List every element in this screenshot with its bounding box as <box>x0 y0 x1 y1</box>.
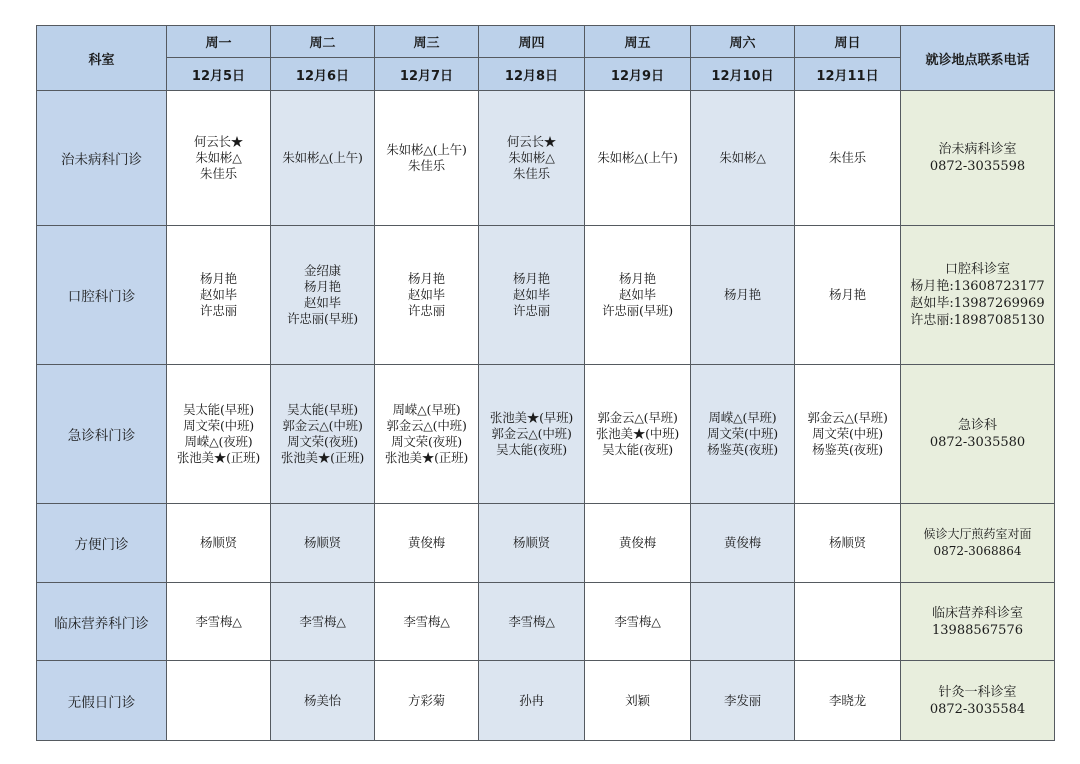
weekday-header: 周日 <box>795 26 901 58</box>
date-header: 12月5日 <box>167 58 271 91</box>
schedule-row <box>37 583 1055 661</box>
doctor-entry: 吴太能(夜班) <box>496 442 567 457</box>
contact-line: 0872-3035584 <box>929 701 1026 717</box>
header-row-weekdays <box>37 26 1055 58</box>
schedule-cell <box>585 365 691 504</box>
schedule-cell <box>375 91 479 226</box>
doctor-entry: 朱如彬△ <box>719 150 766 165</box>
contact-line: 口腔科诊室 <box>944 262 1010 277</box>
weekday-header: 周六 <box>691 26 795 58</box>
doctor-entry: 杨鉴英(夜班) <box>812 442 883 457</box>
schedule-cell <box>585 226 691 365</box>
doctor-entry: 杨月艳 <box>304 279 341 294</box>
date-header: 12月9日 <box>585 58 691 91</box>
schedule-cell <box>795 504 901 583</box>
schedule-cell <box>271 504 375 583</box>
weekday-header: 周二 <box>271 26 375 58</box>
doctor-entry: 杨美怡 <box>304 692 341 708</box>
doctor-entry: 郭金云△(早班) <box>807 410 888 425</box>
schedule-cell <box>795 91 901 226</box>
doctor-entry: 金绍康 <box>304 263 341 278</box>
schedule-cell <box>691 91 795 226</box>
schedule-cell <box>691 226 795 365</box>
schedule-cell <box>271 91 375 226</box>
schedule-cell <box>691 504 795 583</box>
dept-name: 口腔科门诊 <box>37 226 167 365</box>
doctor-entry: 杨鉴英(夜班) <box>707 442 778 457</box>
contact-line: 13988567576 <box>932 622 1023 638</box>
doctor-entry: 赵如毕 <box>408 287 445 302</box>
schedule-cell <box>375 365 479 504</box>
dept-name: 治未病科门诊 <box>37 91 167 226</box>
contact-cell <box>901 583 1055 661</box>
schedule-body <box>37 91 1055 741</box>
schedule-cell <box>167 365 271 504</box>
doctor-entry: 周文荣(夜班) <box>391 434 462 449</box>
schedule-row <box>37 504 1055 583</box>
schedule-cell <box>167 504 271 583</box>
doctor-entry: 黄俊梅 <box>619 535 656 550</box>
doctor-entry: 李雪梅△ <box>614 613 661 629</box>
contact-line: 针灸一科诊室 <box>938 684 1017 700</box>
schedule-cell <box>795 365 901 504</box>
doctor-entry: 李雪梅△ <box>508 613 555 629</box>
schedule-row <box>37 661 1055 741</box>
doctor-entry: 黄俊梅 <box>724 535 761 550</box>
doctor-entry: 许忠丽 <box>200 303 237 318</box>
date-header: 12月6日 <box>271 58 375 91</box>
doctor-entry: 杨顺贤 <box>304 535 341 550</box>
weekday-header: 周五 <box>585 26 691 58</box>
doctor-entry: 李雪梅△ <box>403 613 450 629</box>
doctor-entry: 李雪梅△ <box>195 613 242 629</box>
weekday-header: 周三 <box>375 26 479 58</box>
doctor-entry: 朱佳乐 <box>200 166 237 181</box>
doctor-entry: 许忠丽(早班) <box>602 303 673 318</box>
schedule-row <box>37 226 1055 365</box>
doctor-entry: 方彩菊 <box>408 692 445 708</box>
doctor-entry: 何云长★ <box>193 134 244 149</box>
dept-header: 科室 <box>37 26 167 91</box>
doctor-entry: 许忠丽 <box>513 303 550 318</box>
doctor-entry: 张池美★(正班) <box>384 450 469 465</box>
doctor-entry: 赵如毕 <box>200 287 237 302</box>
doctor-entry: 杨月艳 <box>200 271 237 286</box>
doctor-entry: 张池美★(正班) <box>280 450 365 465</box>
schedule-cell <box>167 661 271 741</box>
contact-cell <box>901 226 1055 365</box>
doctor-entry: 郭金云△(中班) <box>386 418 467 433</box>
contact-line: 0872-3068864 <box>933 544 1022 558</box>
doctor-entry: 许忠丽(早班) <box>287 311 358 326</box>
date-header: 12月8日 <box>479 58 585 91</box>
contact-cell <box>901 661 1055 741</box>
contact-line: 临床营养科诊室 <box>931 605 1023 621</box>
doctor-entry: 周嵘△(夜班) <box>184 434 253 449</box>
schedule-table <box>36 25 1055 741</box>
doctor-entry: 孙冉 <box>519 692 544 708</box>
doctor-entry: 郭金云△(早班) <box>597 410 678 425</box>
schedule-cell <box>795 661 901 741</box>
doctor-entry: 朱佳乐 <box>513 166 550 181</box>
contact-line: 急诊科 <box>957 418 997 433</box>
schedule-cell <box>479 226 585 365</box>
doctor-entry: 朱如彬△(上午) <box>386 142 467 157</box>
doctor-entry: 郭金云△(中班) <box>282 418 363 433</box>
doctor-entry: 朱如彬△(上午) <box>597 150 678 165</box>
schedule-cell <box>479 661 585 741</box>
doctor-entry: 张池美★(早班) <box>489 410 574 425</box>
date-header: 12月7日 <box>375 58 479 91</box>
schedule-cell <box>479 91 585 226</box>
doctor-entry: 周文荣(夜班) <box>287 434 358 449</box>
contact-cell <box>901 365 1055 504</box>
doctor-entry: 黄俊梅 <box>408 535 445 550</box>
doctor-entry: 张池美★(正班) <box>176 450 261 465</box>
doctor-entry: 吴太能(早班) <box>183 402 254 417</box>
schedule-cell <box>795 583 901 661</box>
weekday-header: 周四 <box>479 26 585 58</box>
schedule-cell <box>691 365 795 504</box>
contact-cell <box>901 504 1055 583</box>
doctor-entry: 周文荣(中班) <box>707 426 778 441</box>
schedule-row <box>37 91 1055 226</box>
doctor-entry: 杨月艳 <box>513 271 550 286</box>
doctor-entry: 周嵘△(早班) <box>708 410 777 425</box>
schedule-cell <box>479 504 585 583</box>
schedule-cell <box>691 661 795 741</box>
doctor-entry: 朱如彬△(上午) <box>282 150 363 165</box>
doctor-entry: 周文荣(中班) <box>183 418 254 433</box>
schedule-cell <box>167 226 271 365</box>
schedule-cell <box>585 661 691 741</box>
contact-line: 杨月艳:13608723177 <box>910 279 1045 294</box>
schedule-cell <box>375 661 479 741</box>
schedule-cell <box>271 226 375 365</box>
schedule-row <box>37 365 1055 504</box>
doctor-entry: 刘颖 <box>625 692 650 708</box>
doctor-entry: 杨顺贤 <box>829 535 866 550</box>
doctor-entry: 张池美★(中班) <box>595 426 680 441</box>
doctor-entry: 周文荣(中班) <box>812 426 883 441</box>
doctor-entry: 赵如毕 <box>304 295 341 310</box>
schedule-cell <box>585 91 691 226</box>
dept-name: 急诊科门诊 <box>37 365 167 504</box>
schedule-cell <box>375 583 479 661</box>
contact-line: 治未病科诊室 <box>938 142 1017 157</box>
schedule-cell <box>167 91 271 226</box>
doctor-entry: 赵如毕 <box>619 287 656 302</box>
dept-name: 方便门诊 <box>37 504 167 583</box>
weekday-header: 周一 <box>167 26 271 58</box>
doctor-entry: 杨月艳 <box>619 271 656 286</box>
contact-line: 赵如毕:13987269969 <box>910 296 1045 311</box>
doctor-entry: 吴太能(夜班) <box>602 442 673 457</box>
doctor-entry: 朱如彬△ <box>195 150 242 165</box>
contact-line: 许忠丽:18987085130 <box>910 313 1045 328</box>
schedule-cell <box>167 583 271 661</box>
contact-line: 0872-3035580 <box>929 435 1026 450</box>
contact-line: 候诊大厅煎药室对面 <box>923 527 1032 541</box>
schedule-cell <box>691 583 795 661</box>
doctor-entry: 李发丽 <box>724 692 761 708</box>
contact-cell <box>901 91 1055 226</box>
schedule-cell <box>271 365 375 504</box>
schedule-cell <box>479 583 585 661</box>
doctor-entry: 周嵘△(早班) <box>392 402 461 417</box>
date-header: 12月11日 <box>795 58 901 91</box>
contact-line: 0872-3035598 <box>929 159 1026 174</box>
doctor-entry: 朱如彬△ <box>508 150 555 165</box>
schedule-cell <box>479 365 585 504</box>
date-header: 12月10日 <box>691 58 795 91</box>
doctor-entry: 朱佳乐 <box>408 158 445 173</box>
schedule-cell <box>585 504 691 583</box>
doctor-entry: 杨月艳 <box>408 271 445 286</box>
contact-header: 就诊地点联系电话 <box>901 26 1055 91</box>
schedule-cell <box>375 226 479 365</box>
doctor-entry: 朱佳乐 <box>829 150 866 165</box>
doctor-entry: 许忠丽 <box>408 303 445 318</box>
dept-name: 无假日门诊 <box>37 661 167 741</box>
schedule-cell <box>795 226 901 365</box>
schedule-cell <box>271 583 375 661</box>
dept-name: 临床营养科门诊 <box>37 583 167 661</box>
doctor-entry: 杨月艳 <box>829 287 866 302</box>
doctor-entry: 杨顺贤 <box>200 535 237 550</box>
doctor-entry: 杨月艳 <box>724 287 761 302</box>
doctor-entry: 杨顺贤 <box>513 535 550 550</box>
schedule-cell <box>585 583 691 661</box>
schedule-cell <box>271 661 375 741</box>
doctor-entry: 何云长★ <box>506 134 557 149</box>
doctor-entry: 李雪梅△ <box>299 613 346 629</box>
doctor-entry: 吴太能(早班) <box>287 402 358 417</box>
doctor-entry: 李晓龙 <box>829 692 866 708</box>
doctor-entry: 郭金云△(中班) <box>491 426 572 441</box>
doctor-entry: 赵如毕 <box>513 287 550 302</box>
schedule-cell <box>375 504 479 583</box>
